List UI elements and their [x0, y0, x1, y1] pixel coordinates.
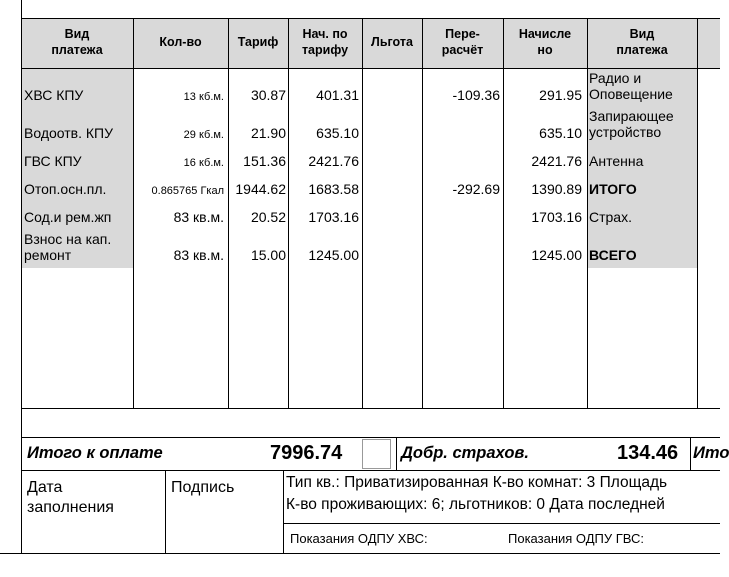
page-bottom-line [0, 553, 720, 554]
col-divider-6 [503, 18, 504, 408]
row-accrued: 635.10 [539, 125, 582, 141]
row-name: ХВС КПУ [24, 87, 84, 103]
row-charged-by-tariff: 1245.00 [308, 247, 359, 263]
apartment-info-line-1: Тип кв.: Приватизированная К-во комнат: 3 Площадь [286, 474, 668, 491]
insurance-label: Добр. страхов. [401, 444, 529, 462]
row-quantity: 13 кб.м. [183, 91, 224, 103]
total-due-amount: 7996.74 [270, 442, 343, 464]
header-charged-by-tariff: Нач. по тарифу [301, 27, 349, 57]
row-charged-by-tariff: 1683.58 [308, 181, 359, 197]
col-divider-1 [133, 18, 134, 408]
footer-divider-1 [165, 470, 166, 553]
col-divider-4 [362, 18, 363, 408]
col-divider-8 [697, 18, 698, 408]
right-item-total: ВСЕГО [589, 247, 637, 263]
total-cut-label: Ито [693, 444, 729, 462]
row-charged-by-tariff: 2421.76 [308, 153, 359, 169]
right-item-subtotal: ИТОГО [589, 181, 637, 197]
row-quantity: 83 кв.м. [173, 209, 224, 225]
header-benefit: Льгота [371, 35, 413, 50]
table-bottom-line [21, 408, 720, 409]
total-checkbox[interactable] [362, 439, 391, 469]
header-bottom-line [21, 68, 720, 69]
signature-label: Подпись [171, 479, 235, 496]
row-name: ГВС КПУ [24, 153, 82, 169]
apartment-info-line-2: К-во проживающих: 6; льготников: 0 Дата последней [286, 496, 665, 513]
row-tariff: 151.36 [243, 153, 286, 169]
row-accrued: 1245.00 [531, 247, 582, 263]
row-charged-by-tariff: 635.10 [316, 125, 359, 141]
info-separator-line [283, 523, 720, 524]
fill-date-label: Дата заполнения [27, 479, 114, 516]
row-accrued: 2421.76 [531, 153, 582, 169]
odpu-hvs-reading: Показания ОДПУ ХВС: [290, 531, 428, 546]
row-accrued: 1390.89 [531, 181, 582, 197]
row-accrued: 1703.16 [531, 209, 582, 225]
header-tariff: Тариф [237, 35, 279, 50]
row-tariff: 21.90 [250, 125, 286, 141]
col-divider-7 [587, 18, 588, 408]
col-divider-5 [422, 18, 423, 408]
left-border [21, 0, 22, 553]
footer-divider-2 [283, 470, 284, 553]
row-recalculation: -109.36 [452, 87, 500, 103]
row-accrued: 291.95 [539, 87, 582, 103]
row-name: Взнос на кап. ремонт [24, 231, 112, 263]
right-item-antenna: Антенна [589, 153, 644, 169]
row-quantity: 83 кв.м. [173, 247, 224, 263]
totals-bottom-line [21, 470, 720, 471]
header-accrued: Начисле но [518, 27, 572, 57]
header-payment-type-right: Вид платежа [616, 27, 668, 57]
row-quantity: 29 кб.м. [183, 129, 224, 141]
row-tariff: 15.00 [250, 247, 286, 263]
header-quantity: Кол-во [159, 35, 202, 50]
row-charged-by-tariff: 401.31 [316, 87, 359, 103]
totals-divider [396, 437, 397, 470]
header-payment-type: Вид платежа [51, 27, 103, 57]
totals-top-line [21, 437, 720, 438]
row-tariff: 30.87 [250, 87, 286, 103]
row-recalculation: -292.69 [452, 181, 500, 197]
row-quantity: 0.865765 Гкал [151, 185, 224, 197]
row-name: Водоотв. КПУ [24, 125, 113, 141]
row-charged-by-tariff: 1703.16 [308, 209, 359, 225]
row-tariff: 20.52 [250, 209, 286, 225]
col-divider-3 [288, 18, 289, 408]
right-item-lock: Запирающее устройство [589, 108, 674, 140]
total-due-label: Итого к оплате [27, 444, 163, 462]
col-divider-2 [228, 18, 229, 408]
row-name: Отоп.осн.пл. [24, 181, 107, 197]
totals-right-divider [690, 437, 691, 470]
row-name: Сод.и рем.жп [24, 209, 112, 225]
right-item-insurance: Страх. [589, 209, 632, 225]
insurance-amount: 134.46 [617, 442, 679, 464]
right-item-radio: Радио и Оповещение [589, 70, 673, 102]
row-quantity: 16 кб.м. [183, 157, 224, 169]
odpu-gvs-reading: Показания ОДПУ ГВС: [508, 531, 645, 546]
row-tariff: 1944.62 [235, 181, 286, 197]
header-recalculation: Пере- расчёт [441, 27, 484, 57]
